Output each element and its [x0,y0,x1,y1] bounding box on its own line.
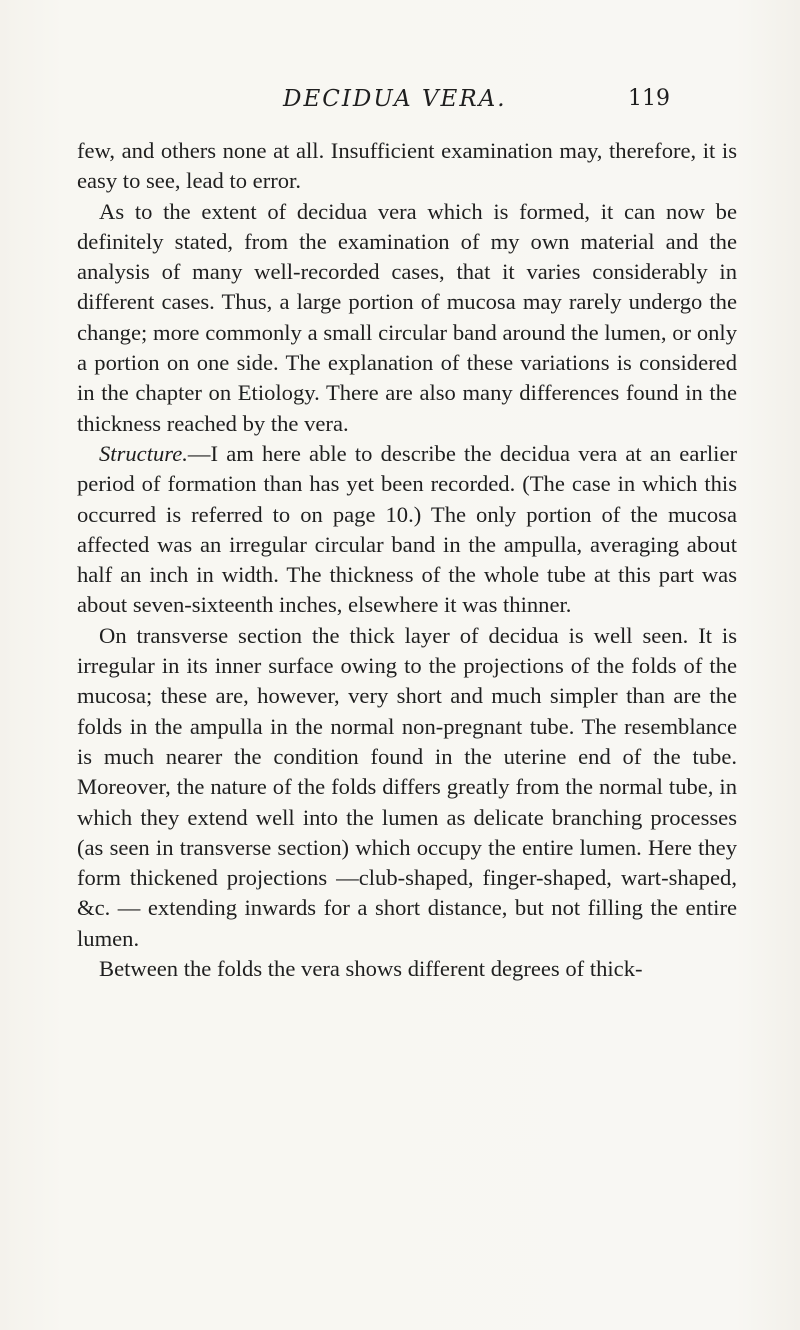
paragraph-text: As to the extent of decidua vera which is formed, it can now be definitely stated, from the examination of my own material and the analysis of many well-recorded cases, that it varies considerably in different cases. Thus, a large portion of mucosa may rarely undergo the change; more commonly a small circular band around the lumen, or only a portion on one side. The explanation of these variations is considered in the chapter on Etiology. There are also many differences found in the thickness reached by the vera. [77,198,737,436]
paragraph-text: —I am here able to describe the decidua vera at an earlier period of formation than has yet been recorded. (The case in which this occurred is referred to on page 10.) The only portion of the mucosa affected was an irregular circular band in the ampulla, averaging about half an inch in width. The thickness of the whole tube at this part was about seven-sixteenth inches, elsewhere it was thinner. [77,440,737,618]
paragraph-between-folds [77,954,737,984]
paragraph-structure [77,439,737,621]
paragraph-extent [77,197,737,439]
paragraph-transverse-section [77,621,737,954]
paragraph-text: few, and others none at all. Insufficient examination may, therefore, it is easy to see, lead to error. [77,138,737,194]
page-number: 119 [628,86,670,111]
page-header [0,86,800,116]
body-text [77,136,737,984]
paragraph-continuation [77,136,737,197]
section-heading: Structure. [99,440,188,466]
paragraph-text: Between the folds the vera shows different degrees of thick- [99,956,643,982]
running-title: DECIDUA VERA. [283,86,507,112]
paragraph-text: On transverse section the thick layer of decidua is well seen. It is irregular in its inner surface owing to the projections of the folds of the mucosa; these are, however, very short and much simpler than are the folds in the ampulla in the normal non-pregnant tube. The resemblance is much nearer the condition found in the uterine end of the tube. Moreover, the nature of the folds differs greatly from the normal tube, in which they extend well into the lumen as delicate branching processes (as seen in transverse section) which occupy the entire lumen. Here they form thickened projections —club-shaped, finger-shaped, wart-shaped, &c. — extending inwards for a short distance, but not filling the entire lumen. [77,622,737,951]
